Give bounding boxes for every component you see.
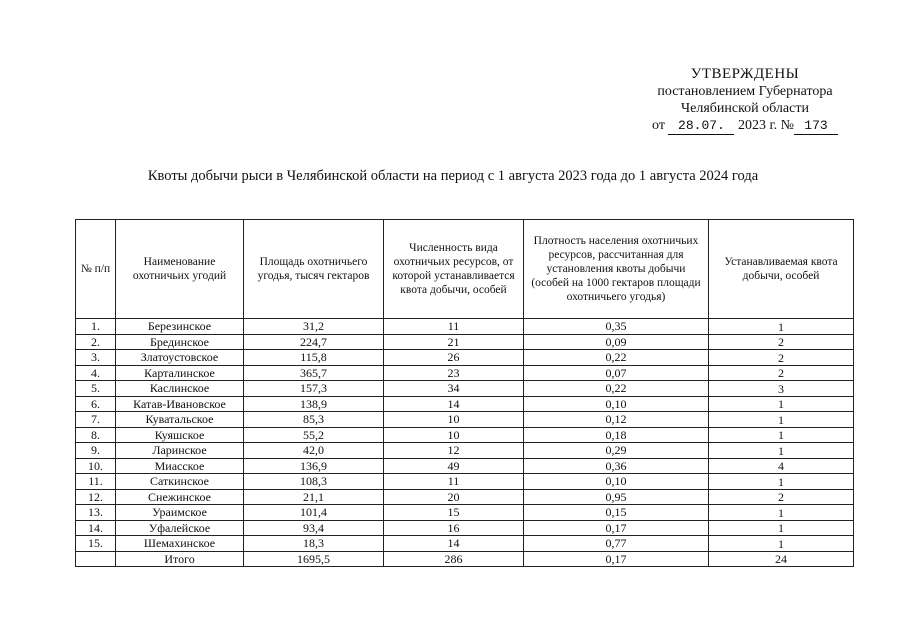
cell-area-size: 55,2 xyxy=(244,427,384,443)
cell-density: 0,12 xyxy=(524,412,709,428)
table-row xyxy=(76,334,854,350)
cell-area-size: 31,2 xyxy=(244,319,384,335)
cell-population: 26 xyxy=(384,350,524,366)
cell-density: 0,22 xyxy=(524,350,709,366)
cell-density: 0,10 xyxy=(524,396,709,412)
cell-row-number: 14. xyxy=(76,520,116,536)
date-prefix: от xyxy=(652,118,665,133)
cell-population: 10 xyxy=(384,412,524,428)
col-header-quota: Устанавливаемая квота добычи, особей xyxy=(709,220,854,319)
cell-quota: 4 xyxy=(709,458,854,474)
cell-row-number: 13. xyxy=(76,505,116,521)
cell-row-number: 15. xyxy=(76,536,116,552)
cell-area-size: 157,3 xyxy=(244,381,384,397)
table-body xyxy=(76,319,854,567)
table-row xyxy=(76,505,854,521)
cell-area-size: 115,8 xyxy=(244,350,384,366)
cell-density: 0,95 xyxy=(524,489,709,505)
cell-area-name: Снежинское xyxy=(116,489,244,505)
approval-block xyxy=(600,66,890,135)
cell-population: 14 xyxy=(384,396,524,412)
cell-row-number: 3. xyxy=(76,350,116,366)
approval-number: 173 xyxy=(794,117,838,135)
cell-population: 11 xyxy=(384,474,524,490)
cell-density: 0,07 xyxy=(524,365,709,381)
cell-quota: 2 xyxy=(709,489,854,505)
cell-quota: 2 xyxy=(709,350,854,366)
cell-density: 0,35 xyxy=(524,319,709,335)
cell-row-number: 2. xyxy=(76,334,116,350)
cell-area-name: Куватальское xyxy=(116,412,244,428)
cell-population: 15 xyxy=(384,505,524,521)
cell-population: 286 xyxy=(384,551,524,567)
cell-density: 0,17 xyxy=(524,551,709,567)
cell-population: 20 xyxy=(384,489,524,505)
approval-heading: УТВЕРЖДЕНЫ xyxy=(690,66,800,82)
cell-area-size: 18,3 xyxy=(244,536,384,552)
table-row xyxy=(76,427,854,443)
cell-row-number: 10. xyxy=(76,458,116,474)
cell-row-number: 8. xyxy=(76,427,116,443)
cell-quota: 1 xyxy=(709,319,854,335)
cell-area-size: 1695,5 xyxy=(244,551,384,567)
cell-density: 0,18 xyxy=(524,427,709,443)
cell-density: 0,10 xyxy=(524,474,709,490)
cell-area-name: Куяшское xyxy=(116,427,244,443)
cell-row-number: 6. xyxy=(76,396,116,412)
cell-quota: 2 xyxy=(709,365,854,381)
cell-area-name: Ураимское xyxy=(116,505,244,521)
cell-density: 0,36 xyxy=(524,458,709,474)
cell-area-name: Карталинское xyxy=(116,365,244,381)
approval-region-line: Челябинской области xyxy=(681,101,809,116)
table-row xyxy=(76,443,854,459)
cell-quota: 1 xyxy=(709,505,854,521)
approval-date: 28.07. xyxy=(668,117,734,135)
table-row xyxy=(76,536,854,552)
col-header-density: Плотность населения охотничьих ресурсов, рассчитанная для установления квоты добычи (особей на 1000 гектаров площади охотничьего угодья) xyxy=(524,220,709,319)
cell-row-number: 9. xyxy=(76,443,116,459)
cell-density: 0,22 xyxy=(524,381,709,397)
cell-area-size: 101,4 xyxy=(244,505,384,521)
cell-row-number: 5. xyxy=(76,381,116,397)
table-row xyxy=(76,350,854,366)
cell-population: 49 xyxy=(384,458,524,474)
cell-quota: 1 xyxy=(709,396,854,412)
table-row xyxy=(76,474,854,490)
table-row xyxy=(76,458,854,474)
cell-area-name: Шемахинское xyxy=(116,536,244,552)
approval-decree-line: постановлением Губернатора xyxy=(657,84,833,99)
cell-quota: 1 xyxy=(709,443,854,459)
cell-area-name: Итого xyxy=(116,551,244,567)
cell-row-number: 4. xyxy=(76,365,116,381)
cell-area-size: 93,4 xyxy=(244,520,384,536)
table-row xyxy=(76,489,854,505)
cell-row-number: 11. xyxy=(76,474,116,490)
cell-row-number xyxy=(76,551,116,567)
cell-area-name: Каслинское xyxy=(116,381,244,397)
cell-density: 0,17 xyxy=(524,520,709,536)
col-header-population: Численность вида охотничьих ресурсов, от которой устанавливается квота добычи, особей xyxy=(384,220,524,319)
cell-area-size: 108,3 xyxy=(244,474,384,490)
cell-population: 16 xyxy=(384,520,524,536)
cell-area-name: Брединское xyxy=(116,334,244,350)
document-title: Квоты добычи рыси в Челябинской области на период с 1 августа 2023 года до 1 августа 2024 года xyxy=(147,168,759,184)
col-header-area-size: Площадь охотничьего угодья, тысяч гектаров xyxy=(244,220,384,319)
cell-area-name: Миасское xyxy=(116,458,244,474)
cell-quota: 1 xyxy=(709,474,854,490)
cell-area-size: 365,7 xyxy=(244,365,384,381)
cell-population: 14 xyxy=(384,536,524,552)
col-header-area-name: Наименование охотничьих угодий xyxy=(116,220,244,319)
cell-area-size: 224,7 xyxy=(244,334,384,350)
cell-quota: 3 xyxy=(709,381,854,397)
cell-quota: 24 xyxy=(709,551,854,567)
cell-area-size: 136,9 xyxy=(244,458,384,474)
cell-density: 0,09 xyxy=(524,334,709,350)
table-row xyxy=(76,319,854,335)
cell-area-size: 21,1 xyxy=(244,489,384,505)
cell-population: 10 xyxy=(384,427,524,443)
cell-row-number: 7. xyxy=(76,412,116,428)
cell-area-name: Уфалейское xyxy=(116,520,244,536)
table-row xyxy=(76,412,854,428)
table-row xyxy=(76,520,854,536)
cell-area-size: 85,3 xyxy=(244,412,384,428)
cell-population: 21 xyxy=(384,334,524,350)
table-row xyxy=(76,365,854,381)
col-header-number: № п/п xyxy=(76,220,116,319)
cell-quota: 2 xyxy=(709,334,854,350)
cell-population: 23 xyxy=(384,365,524,381)
cell-population: 34 xyxy=(384,381,524,397)
table-total-row xyxy=(76,551,854,567)
number-prefix: № xyxy=(780,118,794,133)
cell-area-name: Златоустовское xyxy=(116,350,244,366)
cell-area-size: 42,0 xyxy=(244,443,384,459)
cell-area-name: Катав-Ивановское xyxy=(116,396,244,412)
table-row xyxy=(76,381,854,397)
cell-area-name: Саткинское xyxy=(116,474,244,490)
cell-quota: 1 xyxy=(709,427,854,443)
cell-population: 12 xyxy=(384,443,524,459)
cell-area-name: Березинское xyxy=(116,319,244,335)
approval-year: 2023 г. xyxy=(737,118,778,133)
table-row xyxy=(76,396,854,412)
cell-density: 0,29 xyxy=(524,443,709,459)
cell-quota: 1 xyxy=(709,536,854,552)
cell-density: 0,15 xyxy=(524,505,709,521)
approval-date-line xyxy=(600,117,890,135)
cell-density: 0,77 xyxy=(524,536,709,552)
cell-area-name: Ларинское xyxy=(116,443,244,459)
cell-quota: 1 xyxy=(709,412,854,428)
cell-area-size: 138,9 xyxy=(244,396,384,412)
cell-quota: 1 xyxy=(709,520,854,536)
table-header-row xyxy=(76,220,854,319)
cell-row-number: 1. xyxy=(76,319,116,335)
cell-population: 11 xyxy=(384,319,524,335)
cell-row-number: 12. xyxy=(76,489,116,505)
quota-table xyxy=(75,219,854,567)
